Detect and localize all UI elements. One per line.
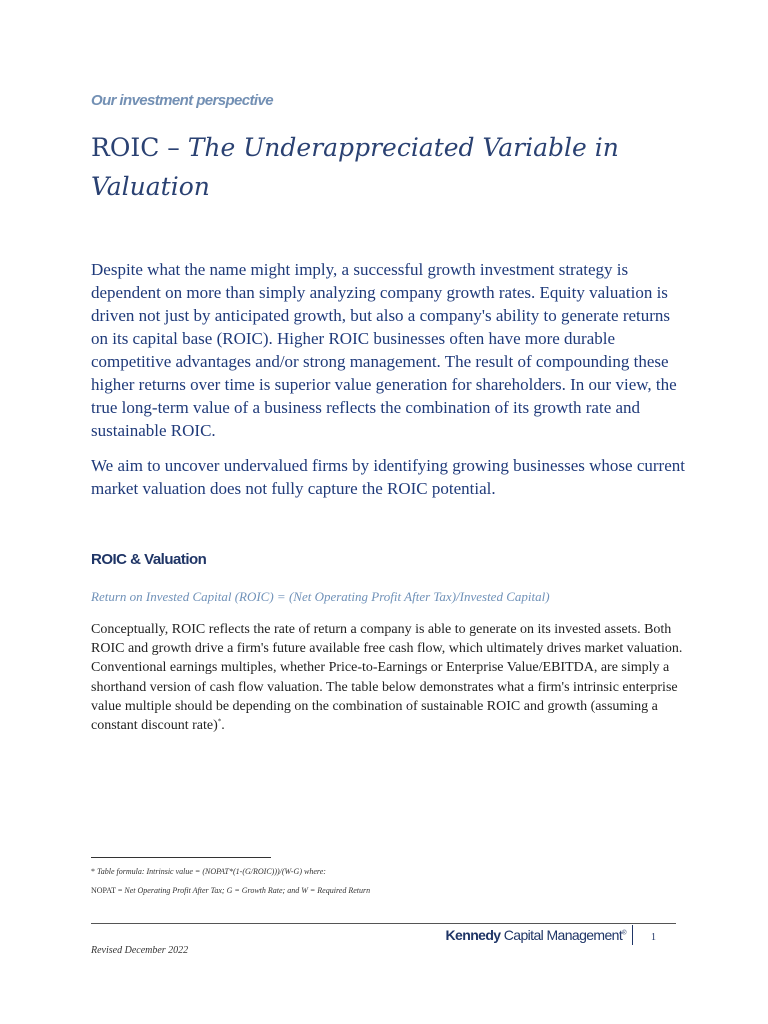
company-logo xyxy=(446,927,626,943)
roic-formula: Return on Invested Capital (ROIC) = (Net Operating Profit After Tax)/Invested Capital) xyxy=(91,589,550,604)
footnote-2-prefix: NOPAT = xyxy=(91,886,125,895)
footer-divider xyxy=(91,923,676,924)
logo-rest: Capital Management xyxy=(500,927,623,943)
logo-strong: Kennedy xyxy=(445,927,501,943)
page-title xyxy=(91,128,651,206)
footnote-1 xyxy=(91,867,326,876)
footnote-divider xyxy=(91,857,271,858)
footnote-2-text: Net Operating Profit After Tax; G = Growth Rate; and W = Required Return xyxy=(124,886,371,895)
title-italic: The Underappreciated Variable in Valuation xyxy=(91,133,619,201)
intro-paragraph-1: Despite what the name might imply, a successful growth investment strategy is dependent on more than simply analyzing company growth rates. Equity valuation is driven not just by anticipated growth, but also a company's ability to generate returns on its capital base (ROIC). Higher ROIC businesses often have more durable competitive advantages and/or strong management. The result of compounding these higher returns over time is superior value generation for shareholders. In our view, the true long-term value of a business reflects the combination of its growth rate and sustainable ROIC. xyxy=(91,260,677,440)
footnote-marker: * xyxy=(217,717,222,726)
revised-date: Revised December 2022 xyxy=(91,945,189,956)
logo-divider xyxy=(632,925,633,945)
footnote-1-text: Table formula: Intrinsic value = (NOPAT*(1-(G/ROIC)))/(W-G) where: xyxy=(97,867,326,876)
footnote-1-marker: * xyxy=(91,867,97,876)
page-number: 1 xyxy=(651,932,656,943)
section-body xyxy=(91,620,691,735)
title-prefix: ROIC – xyxy=(91,133,188,162)
intro-paragraph-2: We aim to uncover undervalued firms by identifying growing businesses whose current market valuation does not fully capture the ROIC potential. xyxy=(91,456,685,498)
footnote-2 xyxy=(91,886,370,895)
section-body-text: Conceptually, ROIC reflects the rate of return a company is able to generate on its invested assets. Both ROIC and growth drive a firm's future available free cash flow, which ultimately drives market valuation. Conventional earnings multiples, whether Price-to-Earnings or Enterprise Value/EBITDA, are simply a shorthand version of cash flow valuation. The table below demonstrates what a firm's intrinsic enterprise value multiple should be depending on the combination of sustainable ROIC and growth (assuming a constant discount rate) xyxy=(91,622,683,734)
section-heading: ROIC & Valuation xyxy=(91,551,207,568)
eyebrow-label: Our investment perspective xyxy=(91,92,273,109)
logo-registered-mark: ® xyxy=(622,930,626,937)
section-body-end: . xyxy=(221,718,225,734)
